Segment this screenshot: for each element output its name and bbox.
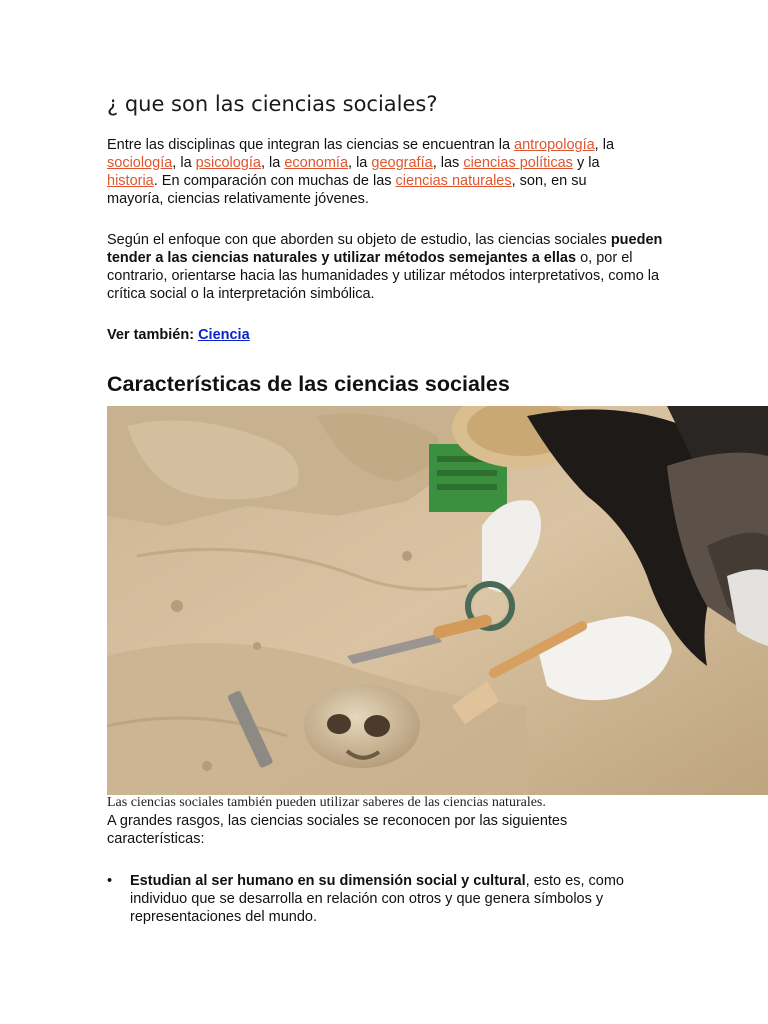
link-historia[interactable]: historia xyxy=(107,173,154,189)
bold-phrase: pueden tender a las ciencias naturales y utilizar métodos semejantes a ellas xyxy=(107,232,663,266)
approach-paragraph: Según el enfoque con que aborden su objeto de estudio, las ciencias sociales pueden tender a las ciencias naturales y utilizar métodos semejantes a ellas o, por el contrario, orientarse hacia las humanidades y utilizar métodos interpretativos, como la crítica social o la interpretación simbólica. xyxy=(107,232,663,302)
link-economia[interactable]: economía xyxy=(284,155,349,171)
features-intro: A grandes rasgos, las ciencias sociales se reconocen por las siguientes características: xyxy=(107,813,568,847)
see-also: Ver también: Ciencia xyxy=(107,327,250,343)
list-item-text: , esto es, como individuo que se desarrolla en relación con otros y que genera símbolos y representaciones del mundo. xyxy=(130,873,624,925)
archaeology-photo xyxy=(107,406,768,795)
link-ciencias-naturales[interactable]: ciencias naturales xyxy=(395,173,512,189)
link-psicologia[interactable]: psicología xyxy=(195,155,261,171)
link-antropologia[interactable]: antropología xyxy=(514,137,595,153)
intro-paragraph: Entre las disciplinas que integran las ciencias se encuentran la antropología, la sociología, la psicología, la economía, la geografía, las ciencias políticas y la historia. En comparación con muchas de las ciencias naturales, son, en su mayoría, ciencias relativamente jóvenes. xyxy=(107,137,615,207)
list-item-bold: Estudian al ser humano en su dimensión social y cultural xyxy=(130,873,526,889)
bullet-icon: • xyxy=(107,873,113,889)
page-title: ¿ que son las ciencias sociales? xyxy=(107,92,438,116)
section-heading: Características de las ciencias sociales xyxy=(107,372,510,396)
photo-caption: Las ciencias sociales también pueden utilizar saberes de las ciencias naturales. xyxy=(107,795,546,810)
features-list xyxy=(107,872,670,926)
link-ciencias-politicas[interactable]: ciencias políticas xyxy=(463,155,573,171)
excavation-illustration xyxy=(107,406,768,795)
list-item xyxy=(107,872,670,926)
link-sociologia[interactable]: sociología xyxy=(107,155,173,171)
link-geografia[interactable]: geografía xyxy=(371,155,433,171)
link-ciencia[interactable]: Ciencia xyxy=(198,327,250,343)
